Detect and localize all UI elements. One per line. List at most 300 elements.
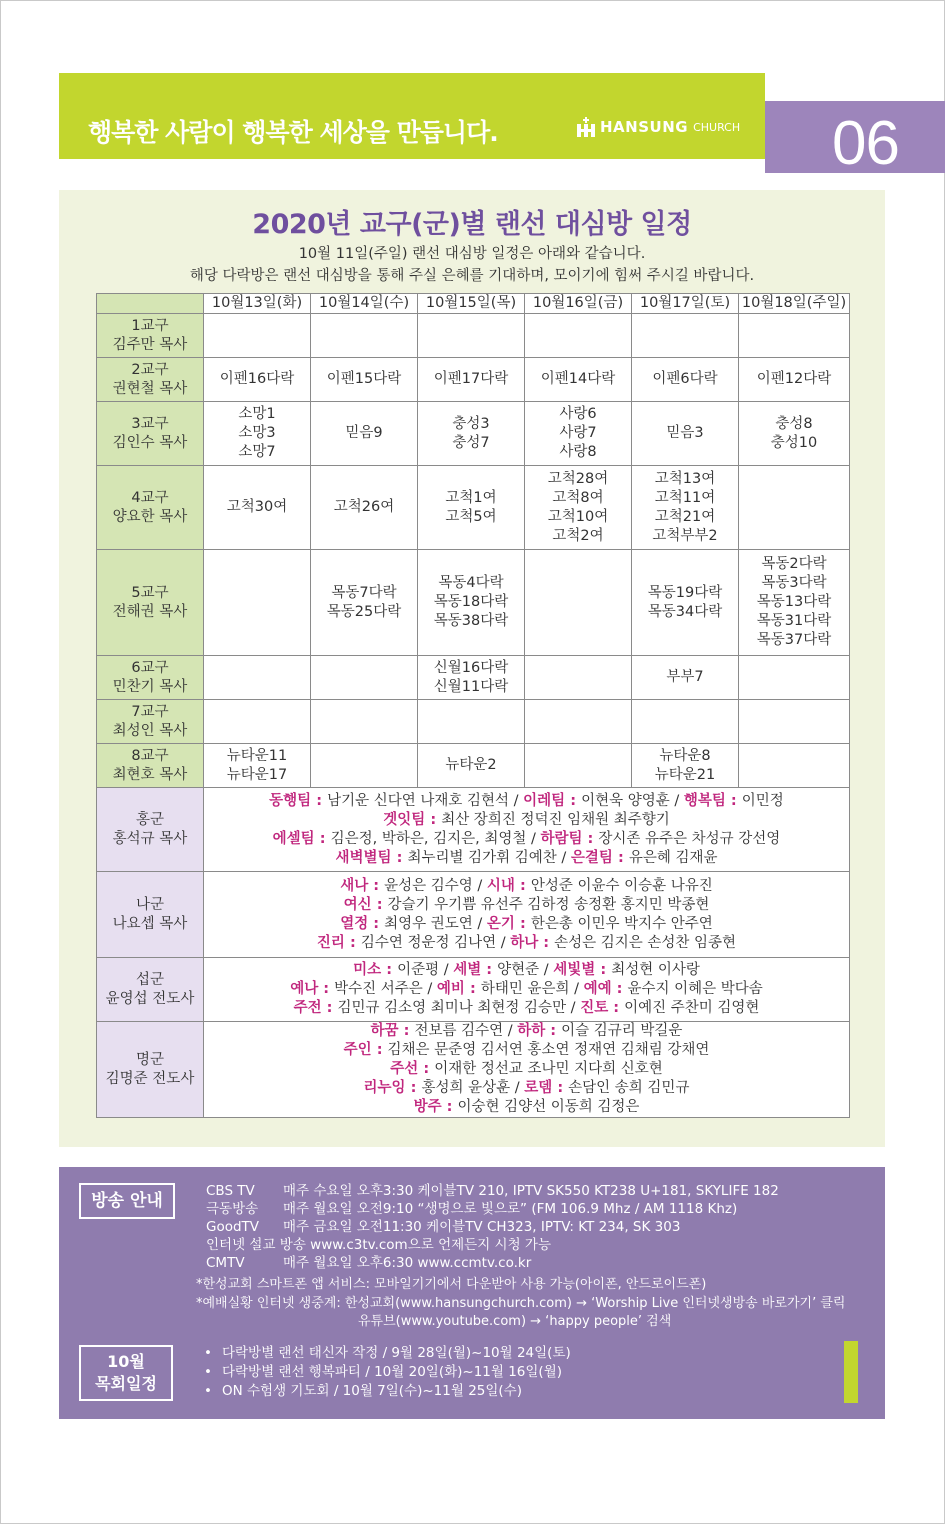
team-members: 손성은 김지은 손성찬 임종현 xyxy=(554,934,737,951)
october-label-line1: 10월 xyxy=(107,1352,145,1371)
schedule-cell xyxy=(311,358,418,402)
team-separator: / xyxy=(496,934,511,951)
schedule-cell xyxy=(525,656,632,700)
schedule-cell xyxy=(632,358,739,402)
team-separator: / xyxy=(422,981,437,997)
group-header xyxy=(97,958,204,1022)
broadcast-note: *한성교회 스마트폰 앱 서비스: 모바일기기에서 다운받아 사용 가능(아이폰, 안드로이드폰) xyxy=(196,1277,707,1292)
schedule-cell xyxy=(525,314,632,358)
team-separator: / xyxy=(669,792,684,809)
schedule-cell xyxy=(525,402,632,466)
broadcast-notes xyxy=(196,1276,845,1332)
schedule-cell xyxy=(204,744,311,788)
parish-header xyxy=(97,656,204,700)
team-separator: / xyxy=(566,1000,581,1016)
schedule-cell xyxy=(418,550,525,656)
darak-entry: 목동4다락 xyxy=(438,575,504,591)
team-line xyxy=(204,980,849,999)
schedule-cell xyxy=(525,358,632,402)
group-pastor: 윤영섭 전도사 xyxy=(105,990,195,1007)
group-row xyxy=(97,788,850,872)
team-separator: / xyxy=(472,915,487,932)
darak-entry: 목동3다락 xyxy=(761,575,827,591)
team-colon: : xyxy=(418,1061,435,1077)
team-colon: : xyxy=(538,934,555,951)
team-members: 유은혜 김재윤 xyxy=(628,849,718,866)
team-name: 예나 xyxy=(290,981,319,997)
broadcast-channel: GoodTV xyxy=(206,1219,260,1235)
team-colon: : xyxy=(608,1000,625,1016)
schedule-cell xyxy=(525,466,632,550)
team-line xyxy=(204,830,849,849)
darak-entry: 이펜16다락 xyxy=(219,371,295,387)
schedule-cell xyxy=(632,656,739,700)
darak-entry: 뉴타운21 xyxy=(654,766,716,783)
team-colon: : xyxy=(595,962,612,978)
darak-entry: 고척8여 xyxy=(552,489,604,506)
header-slogan: 행복한 사람이 행복한 세상을 만듭니다. xyxy=(88,118,498,147)
team-colon: : xyxy=(381,962,398,978)
broadcast-info: 매주 금요일 오전11:30 케이블TV CH323, IPTV: KT 234, SK 303 xyxy=(283,1219,681,1235)
schedule-cell xyxy=(311,466,418,550)
parish-name: 6교구 xyxy=(131,659,169,676)
schedule-cell xyxy=(311,314,418,358)
team-line xyxy=(204,999,849,1018)
darak-entry: 고척1여 xyxy=(445,489,497,506)
team-members: 윤수지 이혜은 박다솜 xyxy=(627,981,763,997)
parish-pastor: 최현호 목사 xyxy=(112,766,188,783)
schedule-cell xyxy=(418,402,525,466)
team-colon: : xyxy=(311,792,328,809)
parish-header xyxy=(97,550,204,656)
team-separator: / xyxy=(472,877,487,894)
team-name: 새벽별팀 xyxy=(335,849,392,866)
team-members: 이민정 xyxy=(741,792,784,809)
schedule-cell xyxy=(739,744,850,788)
darak-entry: 충성7 xyxy=(452,434,490,451)
page-number: 06 xyxy=(832,109,899,178)
team-separator: / xyxy=(509,792,524,809)
team-line xyxy=(204,877,849,896)
parish-pastor: 권현철 목사 xyxy=(112,380,188,397)
team-members: 이준평 xyxy=(397,962,440,978)
broadcast-note: *예배실황 인터넷 생중계: 한성교회(www.hansungchurch.com) → ‘Worship Live 인터넷생방송 바로가기’ 클릭 xyxy=(196,1295,846,1311)
team-colon: : xyxy=(391,849,408,866)
schedule-cell xyxy=(632,314,739,358)
team-colon: : xyxy=(611,981,628,997)
team-name: 하꿈 xyxy=(370,1023,399,1039)
team-line xyxy=(204,1079,849,1098)
schedule-cell xyxy=(739,656,850,700)
team-members: 이숭현 김양선 이동희 김정은 xyxy=(457,1099,640,1115)
darak-entry: 고척13여 xyxy=(654,470,716,487)
darak-entry: 소망7 xyxy=(238,444,276,460)
team-members: 박수진 서주은 xyxy=(334,981,423,997)
team-colon: : xyxy=(441,1099,458,1115)
darak-entry: 이펜15다락 xyxy=(326,371,402,387)
team-separator: / xyxy=(526,830,541,847)
darak-entry: 목동19다락 xyxy=(647,584,723,601)
darak-entry: 충성10 xyxy=(770,434,818,451)
group-row xyxy=(97,872,850,958)
darak-entry: 목동25다락 xyxy=(326,603,402,620)
schedule-cell xyxy=(632,700,739,744)
parish-header xyxy=(97,466,204,550)
schedule-cell xyxy=(204,656,311,700)
darak-entry: 사랑6 xyxy=(559,406,597,422)
church-logo xyxy=(577,117,740,137)
parish-name: 2교구 xyxy=(131,361,169,378)
schedule-cell xyxy=(632,466,739,550)
darak-entry: 목동2다락 xyxy=(761,556,827,572)
parish-row xyxy=(97,402,850,466)
team-colon: : xyxy=(464,981,481,997)
schedule-cell xyxy=(525,550,632,656)
day-header: 10월16일(금) xyxy=(525,294,632,314)
schedule-cell xyxy=(525,744,632,788)
team-line xyxy=(204,896,849,915)
parish-row xyxy=(97,656,850,700)
schedule-cell xyxy=(739,466,850,550)
darak-entry: 목동7다락 xyxy=(331,584,397,601)
darak-entry: 충성3 xyxy=(452,415,490,432)
team-name: 행복팀 xyxy=(683,792,726,809)
broadcast-row xyxy=(206,1182,779,1200)
broadcast-info: 매주 월요일 오전9:10 “생명으로 빛으로” (FM 106.9 Mhz / AM 1118 Khz) xyxy=(283,1201,738,1217)
parish-pastor: 전해권 목사 xyxy=(112,603,188,620)
group-header xyxy=(97,872,204,958)
team-members: 김수연 정운정 김나연 xyxy=(360,934,497,951)
darak-entry: 고척26여 xyxy=(333,499,395,515)
schedule-cell xyxy=(418,656,525,700)
schedule-cell xyxy=(204,358,311,402)
team-name: 하나 xyxy=(510,934,539,951)
team-name: 미소 xyxy=(353,962,382,978)
schedule-cell xyxy=(418,744,525,788)
team-separator: / xyxy=(503,1023,518,1039)
parish-row xyxy=(97,314,850,358)
team-name: 동행팀 xyxy=(269,792,312,809)
team-colon: : xyxy=(545,1023,562,1039)
team-line xyxy=(204,915,849,934)
team-colon: : xyxy=(318,981,335,997)
group-header xyxy=(97,1022,204,1118)
team-name: 예예 xyxy=(583,981,612,997)
parish-row xyxy=(97,700,850,744)
parish-name: 4교구 xyxy=(131,489,169,506)
team-separator: / xyxy=(556,849,571,866)
team-line xyxy=(204,849,849,868)
schedule-cell xyxy=(311,656,418,700)
broadcast-row xyxy=(206,1200,779,1218)
group-name: 나군 xyxy=(135,896,164,913)
schedule-table xyxy=(96,293,850,1118)
team-members: 최산 장희진 정덕진 임채원 최주향기 xyxy=(441,811,670,828)
parish-row xyxy=(97,358,850,402)
team-name: 진토 xyxy=(580,1000,609,1016)
darak-entry: 소망3 xyxy=(238,425,276,441)
team-name: 세별 xyxy=(453,962,482,978)
group-name: 명군 xyxy=(135,1051,164,1068)
darak-entry: 고척30여 xyxy=(226,499,288,515)
team-name: 주전 xyxy=(293,1000,322,1016)
group-teams-cell xyxy=(204,958,850,1022)
schedule-cell xyxy=(204,700,311,744)
broadcast-channel: 인터넷 설교 방송 www.c3tv.com으로 언제든지 시청 가능 xyxy=(206,1237,551,1253)
team-colon: : xyxy=(425,811,442,828)
darak-entry: 부부7 xyxy=(666,669,704,685)
october-schedule-list xyxy=(204,1344,571,1401)
parish-header xyxy=(97,744,204,788)
team-colon: : xyxy=(552,1080,569,1096)
team-name: 에셀팀 xyxy=(272,830,315,847)
parish-pastor: 최성인 목사 xyxy=(112,722,188,739)
team-name: 예비 xyxy=(436,981,465,997)
parish-pastor: 김주만 목사 xyxy=(112,336,188,353)
team-separator: / xyxy=(510,1080,525,1096)
team-name: 세빛별 xyxy=(553,962,596,978)
darak-entry: 고척21여 xyxy=(654,508,716,525)
team-name: 주인 xyxy=(343,1042,372,1058)
church-name: HANSUNG xyxy=(600,118,689,136)
schedule-title: 2020년 교구(군)별 랜선 대심방 일정 xyxy=(252,209,692,240)
team-members: 이현욱 양영훈 xyxy=(581,792,670,809)
team-name: 리누잉 xyxy=(363,1080,406,1096)
october-schedule-item: • 다락방별 랜선 태신자 작정 / 9월 28일(월)~10월 24일(토) xyxy=(204,1344,571,1363)
intro-line-1: 10월 11일(주일) 랜선 대심방 일정은 아래와 같습니다. xyxy=(298,246,646,262)
team-colon: : xyxy=(481,962,498,978)
darak-entry: 이펜6다락 xyxy=(652,371,718,387)
team-members: 안성준 이윤수 이승훈 나유진 xyxy=(530,877,713,894)
parish-name: 1교구 xyxy=(131,317,169,334)
october-schedule-item: • 다락방별 랜선 행복파티 / 10월 20일(화)~11월 16일(월) xyxy=(204,1363,571,1382)
team-colon: : xyxy=(582,830,599,847)
team-colon: : xyxy=(314,830,331,847)
team-members: 이재한 정선교 조나민 지다희 신호현 xyxy=(434,1061,663,1077)
broadcast-channel: 극동방송 xyxy=(206,1201,259,1217)
group-name: 홍군 xyxy=(135,811,164,828)
schedule-cell xyxy=(632,402,739,466)
team-members: 윤성은 김수영 xyxy=(384,877,473,894)
darak-entry: 이펜12다락 xyxy=(756,371,832,387)
team-colon: : xyxy=(725,792,742,809)
darak-entry: 사랑7 xyxy=(559,425,597,441)
group-pastor: 홍석규 목사 xyxy=(112,830,188,847)
darak-entry: 고척11여 xyxy=(654,489,716,506)
team-colon: : xyxy=(514,915,531,932)
darak-entry: 목동34다락 xyxy=(647,603,723,620)
church-sub: CHURCH xyxy=(693,120,741,134)
team-line xyxy=(204,792,849,811)
team-members: 양현준 xyxy=(497,962,540,978)
broadcast-label: 방송 안내 xyxy=(79,1183,175,1219)
darak-entry: 충성8 xyxy=(775,415,813,432)
darak-entry: 뉴타운8 xyxy=(659,747,711,764)
team-members: 김은정, 박하은, 김지은, 최영철 xyxy=(330,830,527,847)
schedule-cell xyxy=(739,700,850,744)
darak-entry: 믿음3 xyxy=(666,425,704,441)
group-row xyxy=(97,1022,850,1118)
team-colon: : xyxy=(398,1023,415,1039)
parish-header xyxy=(97,402,204,466)
parish-name: 3교구 xyxy=(131,415,169,432)
team-line xyxy=(204,1098,849,1117)
group-teams-cell xyxy=(204,788,850,872)
team-name: 온기 xyxy=(486,915,515,932)
team-line xyxy=(204,961,849,980)
accent-bar xyxy=(844,1341,858,1403)
parish-row xyxy=(97,550,850,656)
broadcast-note: 유튜브(www.youtube.com) → ‘happy people’ 검색 xyxy=(358,1314,672,1329)
info-panel xyxy=(59,1167,885,1419)
team-colon: : xyxy=(405,1080,422,1096)
parish-name: 7교구 xyxy=(131,703,169,720)
schedule-cell xyxy=(418,358,525,402)
team-colon: : xyxy=(368,877,385,894)
team-colon: : xyxy=(514,877,531,894)
intro-line-2: 해당 다락방은 랜선 대심방을 통해 주실 은혜를 기대하며, 모이기에 힘써 주시길 바랍니다. xyxy=(189,268,755,284)
broadcast-list xyxy=(206,1182,779,1272)
corner-cell xyxy=(97,294,204,314)
team-line xyxy=(204,1041,849,1060)
darak-entry: 믿음9 xyxy=(345,425,383,441)
darak-entry: 신월11다락 xyxy=(433,678,509,695)
day-header: 10월15일(목) xyxy=(418,294,525,314)
team-separator: / xyxy=(439,962,454,978)
schedule-cell xyxy=(204,314,311,358)
schedule-cell xyxy=(525,700,632,744)
darak-entry: 목동13다락 xyxy=(756,594,832,610)
team-name: 새나 xyxy=(340,877,369,894)
parish-pastor: 김인수 목사 xyxy=(112,434,188,451)
parish-name: 5교구 xyxy=(131,584,169,601)
team-members: 강슬기 우기쁨 유선주 김하정 송정환 홍지민 박종현 xyxy=(387,896,710,913)
team-members: 전보름 김수연 xyxy=(414,1023,504,1039)
schedule-cell xyxy=(418,700,525,744)
parish-name: 8교구 xyxy=(131,747,169,764)
schedule-cell xyxy=(418,466,525,550)
team-name: 열정 xyxy=(340,915,369,932)
darak-entry: 고척10여 xyxy=(547,508,609,525)
team-line xyxy=(204,811,849,830)
schedule-cell xyxy=(204,402,311,466)
darak-entry: 고척2여 xyxy=(552,527,604,544)
broadcast-channel: CBS TV xyxy=(206,1183,255,1199)
team-colon: : xyxy=(321,1000,338,1016)
broadcast-channel: CMTV xyxy=(206,1255,245,1271)
parish-header xyxy=(97,358,204,402)
schedule-panel xyxy=(59,190,885,1147)
darak-entry: 신월16다락 xyxy=(433,659,509,676)
team-members: 김민규 김소영 최미나 최현정 김승만 xyxy=(337,1000,567,1016)
team-name: 진리 xyxy=(316,934,345,951)
day-header: 10월14일(수) xyxy=(311,294,418,314)
parish-pastor: 양요한 목사 xyxy=(112,508,188,525)
team-colon: : xyxy=(344,934,361,951)
schedule-cell xyxy=(632,550,739,656)
team-separator: / xyxy=(539,962,554,978)
parish-pastor: 민찬기 목사 xyxy=(112,678,188,695)
team-name: 은결팀 xyxy=(570,849,613,866)
day-header: 10월18일(주일) xyxy=(739,294,850,314)
team-line xyxy=(204,1060,849,1079)
team-members: 한은총 이민우 박지수 안주연 xyxy=(530,915,713,932)
schedule-cell xyxy=(418,314,525,358)
broadcast-info: 매주 월요일 오후6:30 www.ccmtv.co.kr xyxy=(283,1255,532,1271)
schedule-cell xyxy=(311,550,418,656)
october-schedule-item: • ON 수험생 기도회 / 10월 7일(수)~11월 25일(수) xyxy=(204,1382,571,1401)
team-name: 여신 xyxy=(343,896,372,913)
schedule-cell xyxy=(204,466,311,550)
october-label-line2: 목회일정 xyxy=(95,1374,157,1393)
team-colon: : xyxy=(368,915,385,932)
broadcast-row xyxy=(206,1254,779,1272)
team-line xyxy=(204,1022,849,1041)
darak-entry: 이펜14다락 xyxy=(540,371,616,387)
darak-entry: 고척28여 xyxy=(547,470,609,487)
group-teams-cell xyxy=(204,1022,850,1118)
team-members: 최누리별 김가휘 김예찬 xyxy=(407,849,557,866)
team-name: 시내 xyxy=(486,877,515,894)
team-members: 장시존 유주은 차성규 강선영 xyxy=(598,830,781,847)
darak-entry: 소망1 xyxy=(238,406,276,422)
team-colon: : xyxy=(371,896,388,913)
day-header: 10월13일(화) xyxy=(204,294,311,314)
team-members: 최영우 권도연 xyxy=(384,915,473,932)
team-name: 하람팀 xyxy=(540,830,583,847)
october-label xyxy=(79,1345,173,1401)
parish-row xyxy=(97,744,850,788)
group-pastor: 나요셉 목사 xyxy=(112,915,188,932)
darak-entry: 이펜17다락 xyxy=(433,371,509,387)
group-teams-cell xyxy=(204,872,850,958)
darak-entry: 뉴타운17 xyxy=(226,766,288,783)
team-members: 하태민 윤은희 xyxy=(480,981,570,997)
team-members: 최성현 이사랑 xyxy=(611,962,700,978)
team-name: 로뎀 xyxy=(524,1080,553,1096)
darak-entry: 사랑8 xyxy=(559,444,597,460)
day-header: 10월17일(토) xyxy=(632,294,739,314)
parish-row xyxy=(97,466,850,550)
schedule-cell xyxy=(311,744,418,788)
team-name: 이레팀 xyxy=(523,792,566,809)
church-cross-icon xyxy=(577,117,595,137)
team-members: 이예진 주찬미 김영현 xyxy=(624,1000,760,1016)
schedule-cell xyxy=(739,550,850,656)
schedule-cell xyxy=(632,744,739,788)
team-members: 이슬 김규리 박길운 xyxy=(561,1023,683,1039)
schedule-cell xyxy=(204,550,311,656)
team-members: 홍성희 윤상훈 xyxy=(421,1080,511,1096)
darak-entry: 목동37다락 xyxy=(756,632,832,648)
team-name: 겟잇팀 xyxy=(383,811,426,828)
broadcast-row xyxy=(206,1218,779,1236)
schedule-cell xyxy=(311,402,418,466)
group-row xyxy=(97,958,850,1022)
team-name: 하하 xyxy=(517,1023,546,1039)
team-name: 방주 xyxy=(413,1099,442,1115)
darak-entry: 뉴타운2 xyxy=(445,757,497,773)
parish-header xyxy=(97,314,204,358)
team-colon: : xyxy=(565,792,582,809)
team-colon: : xyxy=(612,849,629,866)
schedule-cell xyxy=(739,314,850,358)
team-members: 손담인 송희 김민규 xyxy=(568,1080,690,1096)
team-members: 김채은 문준영 김서연 홍소연 정재연 김채림 강채연 xyxy=(387,1042,710,1058)
broadcast-row xyxy=(206,1236,779,1254)
darak-entry: 뉴타운11 xyxy=(226,747,288,764)
team-separator: / xyxy=(569,981,584,997)
